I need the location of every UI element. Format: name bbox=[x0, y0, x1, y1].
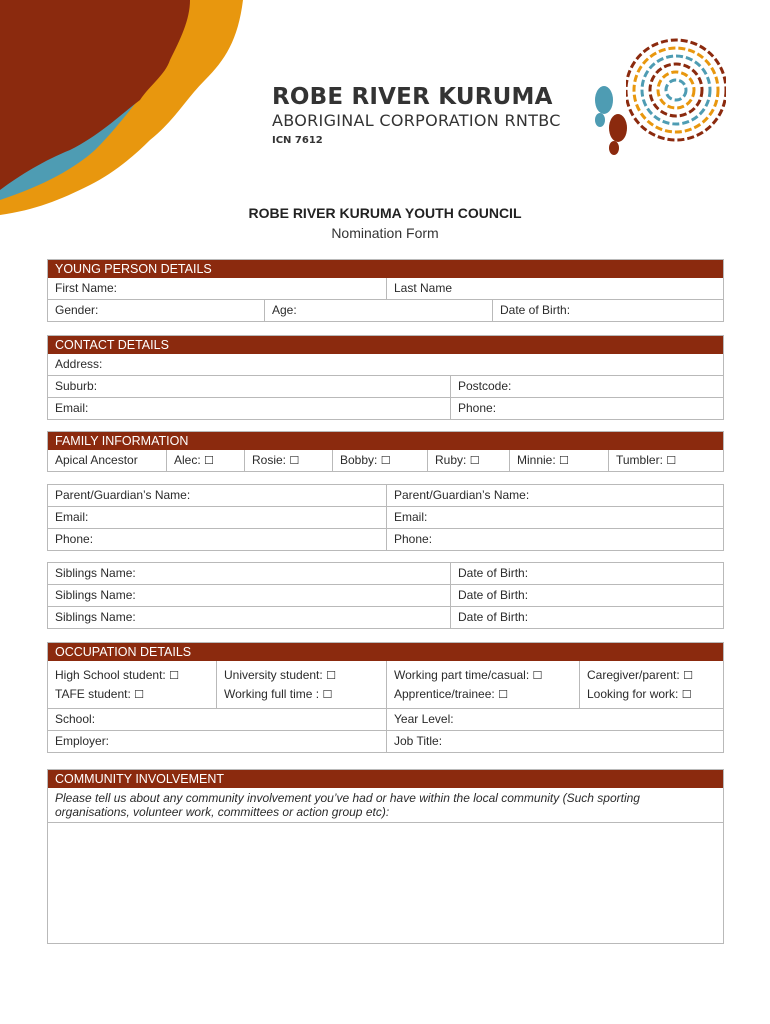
first-name-field[interactable]: First Name: bbox=[55, 281, 118, 295]
brand-name: ROBE RIVER KURUMA bbox=[272, 84, 553, 110]
guardian2-name-field[interactable]: Parent/Guardian’s Name: bbox=[386, 485, 725, 506]
form-row bbox=[48, 730, 723, 752]
apical-ancestor-label: Apical Ancestor bbox=[55, 453, 138, 467]
guardians-section bbox=[47, 484, 724, 551]
email-field[interactable]: Email: bbox=[55, 401, 89, 415]
section-header: YOUNG PERSON DETAILS bbox=[48, 260, 723, 278]
brand-subtitle: ABORIGINAL CORPORATION RNTBC bbox=[272, 111, 561, 130]
occupation-group bbox=[579, 661, 725, 708]
year-level-field[interactable]: Year Level: bbox=[386, 709, 725, 730]
checkbox-icon: ☐ bbox=[498, 688, 508, 701]
form-row bbox=[48, 450, 723, 471]
section-header: OCCUPATION DETAILS bbox=[48, 643, 723, 661]
form-row bbox=[48, 375, 723, 397]
form-subtitle: Nomination Form bbox=[331, 225, 439, 241]
working-part-time-checkbox[interactable]: Working part time/casual: ☐ bbox=[394, 668, 543, 682]
guardian1-email-field[interactable]: Email: bbox=[55, 510, 89, 524]
age-field[interactable]: Age: bbox=[264, 300, 492, 321]
checkbox-icon: ☐ bbox=[169, 669, 179, 682]
occupation-group bbox=[48, 661, 216, 708]
form-row bbox=[48, 397, 723, 419]
school-field[interactable]: School: bbox=[55, 712, 96, 726]
ancestor-alec-checkbox[interactable]: Alec: ☐ bbox=[166, 450, 244, 471]
form-row bbox=[48, 606, 723, 628]
checkbox-icon: ☐ bbox=[559, 454, 569, 467]
checkbox-icon: ☐ bbox=[532, 669, 543, 682]
tafe-checkbox[interactable]: TAFE student: ☐ bbox=[55, 687, 145, 701]
ancestor-tumbler-checkbox[interactable]: Tumbler: ☐ bbox=[608, 450, 725, 471]
form-row bbox=[48, 708, 723, 730]
checkbox-icon: ☐ bbox=[322, 688, 333, 701]
caregiver-checkbox[interactable]: Caregiver/parent: ☐ bbox=[587, 668, 693, 682]
apprentice-checkbox[interactable]: Apprentice/trainee: ☐ bbox=[394, 687, 508, 701]
guardian1-phone-field[interactable]: Phone: bbox=[55, 532, 94, 546]
employer-field[interactable]: Employer: bbox=[55, 734, 110, 748]
occupation-group bbox=[386, 661, 579, 708]
sibling-name-field[interactable]: Siblings Name: bbox=[55, 588, 136, 602]
gender-field[interactable]: Gender: bbox=[55, 303, 99, 317]
occupation-group bbox=[216, 661, 386, 708]
sibling-name-field[interactable]: Siblings Name: bbox=[55, 566, 136, 580]
checkbox-icon: ☐ bbox=[681, 688, 692, 701]
checkbox-icon: ☐ bbox=[326, 669, 336, 682]
checkbox-icon: ☐ bbox=[683, 669, 693, 682]
section-header: FAMILY INFORMATION bbox=[48, 432, 723, 450]
phone-field[interactable]: Phone: bbox=[450, 398, 725, 419]
ancestor-bobby-checkbox[interactable]: Bobby: ☐ bbox=[332, 450, 427, 471]
brand-icn: ICN 7612 bbox=[272, 135, 323, 146]
job-title-field[interactable]: Job Title: bbox=[386, 731, 725, 752]
ancestor-ruby-checkbox[interactable]: Ruby: ☐ bbox=[427, 450, 509, 471]
checkbox-icon: ☐ bbox=[380, 454, 391, 467]
form-row bbox=[48, 485, 723, 506]
form-row bbox=[48, 354, 723, 375]
last-name-field[interactable]: Last Name bbox=[386, 278, 725, 299]
address-field[interactable]: Address: bbox=[55, 357, 103, 371]
sibling-name-field[interactable]: Siblings Name: bbox=[55, 610, 136, 624]
form-row bbox=[48, 584, 723, 606]
university-checkbox[interactable]: University student: ☐ bbox=[224, 668, 336, 682]
contact-section bbox=[47, 335, 724, 420]
community-prompt: Please tell us about any community involvement you’ve had or have within the local community (Such sporting organisations, volunteer work, committees or action group etc): bbox=[48, 788, 723, 823]
brand-block bbox=[272, 84, 561, 146]
siblings-section bbox=[47, 562, 724, 629]
form-row bbox=[48, 278, 723, 299]
dob-field[interactable]: Date of Birth: bbox=[492, 300, 725, 321]
sibling-dob-field[interactable]: Date of Birth: bbox=[450, 563, 725, 584]
checkbox-icon: ☐ bbox=[289, 454, 300, 467]
ancestor-minnie-checkbox[interactable]: Minnie: ☐ bbox=[509, 450, 608, 471]
form-title: ROBE RIVER KURUMA YOUTH COUNCIL bbox=[248, 205, 522, 221]
section-header: CONTACT DETAILS bbox=[48, 336, 723, 354]
form-row bbox=[48, 506, 723, 528]
family-section bbox=[47, 431, 724, 472]
checkbox-icon: ☐ bbox=[134, 688, 145, 701]
guardian1-name-field[interactable]: Parent/Guardian’s Name: bbox=[55, 488, 191, 502]
guardian2-phone-field[interactable]: Phone: bbox=[386, 529, 725, 550]
occupation-section bbox=[47, 642, 724, 753]
postcode-field[interactable]: Postcode: bbox=[450, 376, 725, 397]
form-row bbox=[48, 563, 723, 584]
looking-for-work-checkbox[interactable]: Looking for work: ☐ bbox=[587, 687, 692, 701]
checkbox-icon: ☐ bbox=[666, 454, 677, 467]
ancestor-rosie-checkbox[interactable]: Rosie: ☐ bbox=[244, 450, 332, 471]
guardian2-email-field[interactable]: Email: bbox=[386, 507, 725, 528]
sibling-dob-field[interactable]: Date of Birth: bbox=[450, 607, 725, 628]
occupation-options bbox=[48, 661, 723, 708]
checkbox-icon: ☐ bbox=[204, 454, 214, 467]
community-textarea[interactable] bbox=[48, 823, 723, 943]
corner-artwork bbox=[0, 0, 250, 225]
form-row bbox=[48, 528, 723, 550]
working-full-time-checkbox[interactable]: Working full time : ☐ bbox=[224, 687, 333, 701]
sibling-dob-field[interactable]: Date of Birth: bbox=[450, 585, 725, 606]
suburb-field[interactable]: Suburb: bbox=[55, 379, 98, 393]
checkbox-icon: ☐ bbox=[469, 454, 480, 467]
community-section bbox=[47, 769, 724, 944]
section-header: COMMUNITY INVOLVEMENT bbox=[48, 770, 723, 788]
form-row bbox=[48, 299, 723, 321]
fingerprint-logo bbox=[586, 28, 726, 158]
young-person-section bbox=[47, 259, 724, 322]
high-school-checkbox[interactable]: High School student: ☐ bbox=[55, 668, 179, 682]
